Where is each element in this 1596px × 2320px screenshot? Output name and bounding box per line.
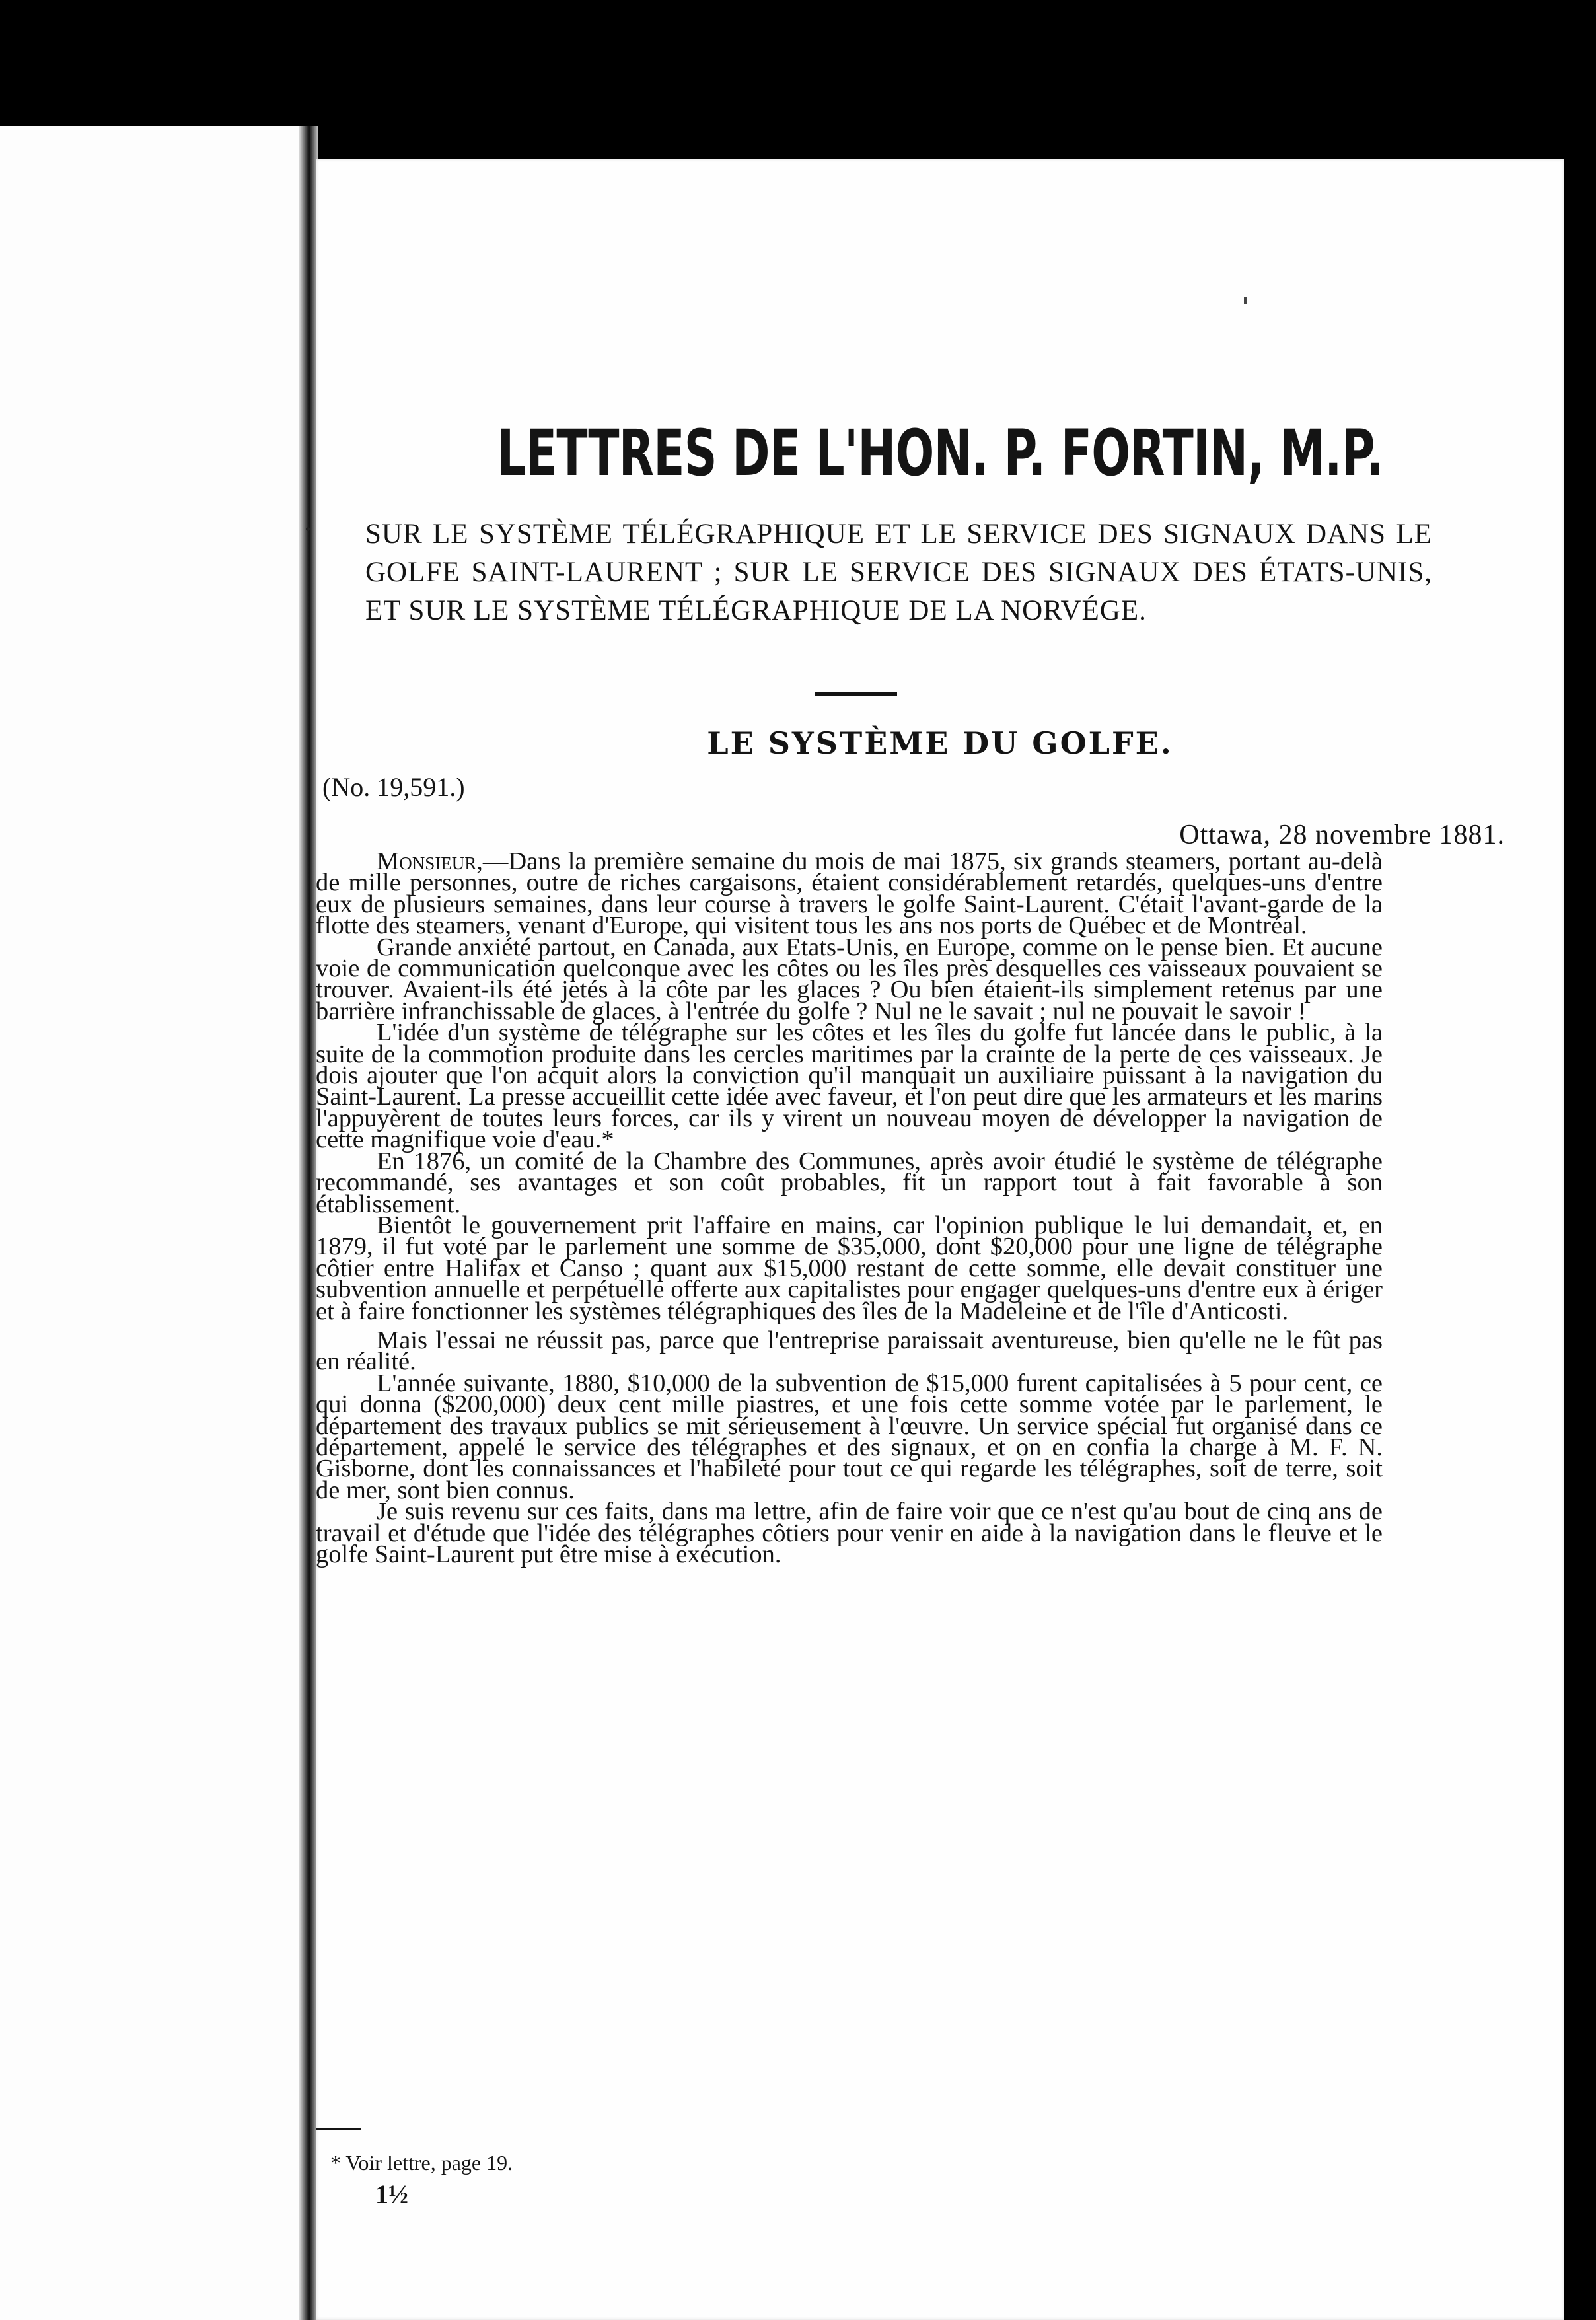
dateline: Ottawa, 28 novembre 1881. — [1179, 820, 1505, 850]
section-heading: LE SYSTÈME DU GOLFE. — [707, 725, 1173, 761]
page-title: LETTRES DE L'HON. P. FORTIN, M.P. — [497, 416, 1383, 490]
section-divider — [815, 692, 897, 696]
body-paragraph: En 1876, un comité de la Chambre des Communes, après avoir étudié le système de télégraphe recommandé, ses avantages et son coût probables, fit un rapport tout à fait favorable à son établissement. — [316, 1147, 1383, 1218]
letter-body — [316, 848, 1383, 1568]
signature-mark: 1½ — [375, 2179, 408, 2209]
body-paragraph: L'année suivante, 1880, $10,000 de la subvention de $15,000 furent capitalisées à 5 pour cent, ce qui donna ($200,000) deux cent mille piastres, et une fois cette somme votée par le parlement, le département des travaux publics se mit sérieusement à l'œuvre. Un service spécial fut organisé dans ce département, appelé le service des télégraphes et des signaux, et on en confia la charge à M. F. N. Gisborne, dont les connaissances et l'habileté pour tout ce qui regarde les télégraphes, soit de terre, soit de mer, sont bien connus. — [316, 1369, 1383, 1504]
document-page — [316, 159, 1564, 2320]
document-number: (No. 19,591.) — [322, 772, 465, 802]
body-paragraph: Mais l'essai ne réussit pas, parce que l'entreprise paraissait aventureuse, bien qu'elle ne le fût pas en réalité. — [316, 1326, 1383, 1376]
left-page-edge — [0, 126, 304, 2320]
body-paragraph: Grande anxiété partout, en Canada, aux Etats-Unis, en Europe, comme on le pense bien. Et aucune voie de communication quelconque avec les côtes ou les îles près desquelles ces vaisseaux pouvaient se trouver. Avaient-ils été jetés à la côte par les glaces ? Ou bien étaient-ils simplement retenus par une barrière infranchissable de glaces, à l'entrée du golfe ? Nul ne le savait ; nul ne pouvait le savoir ! — [316, 933, 1383, 1025]
paragraph-text: —Dans la première semaine du mois de mai 1875, six grands steamers, portant au-delà de mille personnes, outre de riches cargaisons, étaient considérablement retardés, quelques-uns d'entre eux de plusieurs semaines, dans leur course à travers le golfe Saint-Laurent. C'était l'avant-garde de la flotte des steamers, venant d'Europe, qui visitent tous les ans nos ports de Québec et de Montréal. — [316, 848, 1383, 940]
body-paragraph — [316, 848, 1383, 940]
subtitle: SUR LE SYSTÈME TÉLÉGRAPHIQUE ET LE SERVICE DES SIGNAUX DANS LE GOLFE SAINT-LAURENT ; SUR LE SERVICE DES SIGNAUX DES ÉTATS-UNIS, ET SUR LE SYSTÈME TÉLÉGRAPHIQUE DE LA NORVÉGE. — [365, 519, 1432, 626]
body-paragraph: Je suis revenu sur ces faits, dans ma lettre, afin de faire voir que ce n'est qu'au bout de cinq ans de travail et d'étude que l'idée des télégraphes côtiers pour venir en aide à la navigation dans le fleuve et le golfe Saint-Laurent put être mise à exécution. — [316, 1498, 1383, 1568]
body-paragraph: L'idée d'un système de télégraphe sur les côtes et les îles du golfe fut lancée dans le public, à la suite de la commotion produite dans les cercles maritimes par la crainte de la perte de ces vaisseaux. Je dois ajouter que l'on acquit alors la conviction qu'il manquait un auxiliaire puissant à la navigation du Saint-Laurent. La presse accueillit cette idée avec faveur, et l'on peut dire que les armateurs et les marins l'appuyèrent de toutes leurs forces, car ils y virent un nouveau moyen de développer la navigation de cette magnifique voie d'eau.* — [316, 1019, 1383, 1154]
footnote-divider — [316, 2128, 361, 2130]
salutation: Monsieur, — [377, 848, 483, 875]
print-speck — [306, 527, 310, 531]
body-paragraph: Bientôt le gouvernement prit l'affaire en mains, car l'opinion publique le lui demandait, et, en 1879, il fut voté par le parlement une somme de $35,000, dont $20,000 pour une ligne de télégraphe côtier entre Halifax et Canso ; quant aux $15,000 restant de cette somme, elle devait constituer une subvention annuelle et perpétuelle offerte aux capitalistes pour engager quelques-uns d'entre eux à ériger et à faire fonctionner les systèmes télégraphiques des îles de la Madeleine et de l'île d'Anticosti. — [316, 1211, 1383, 1325]
footnote: * Voir lettre, page 19. — [330, 2151, 513, 2175]
print-speck — [1244, 297, 1247, 304]
